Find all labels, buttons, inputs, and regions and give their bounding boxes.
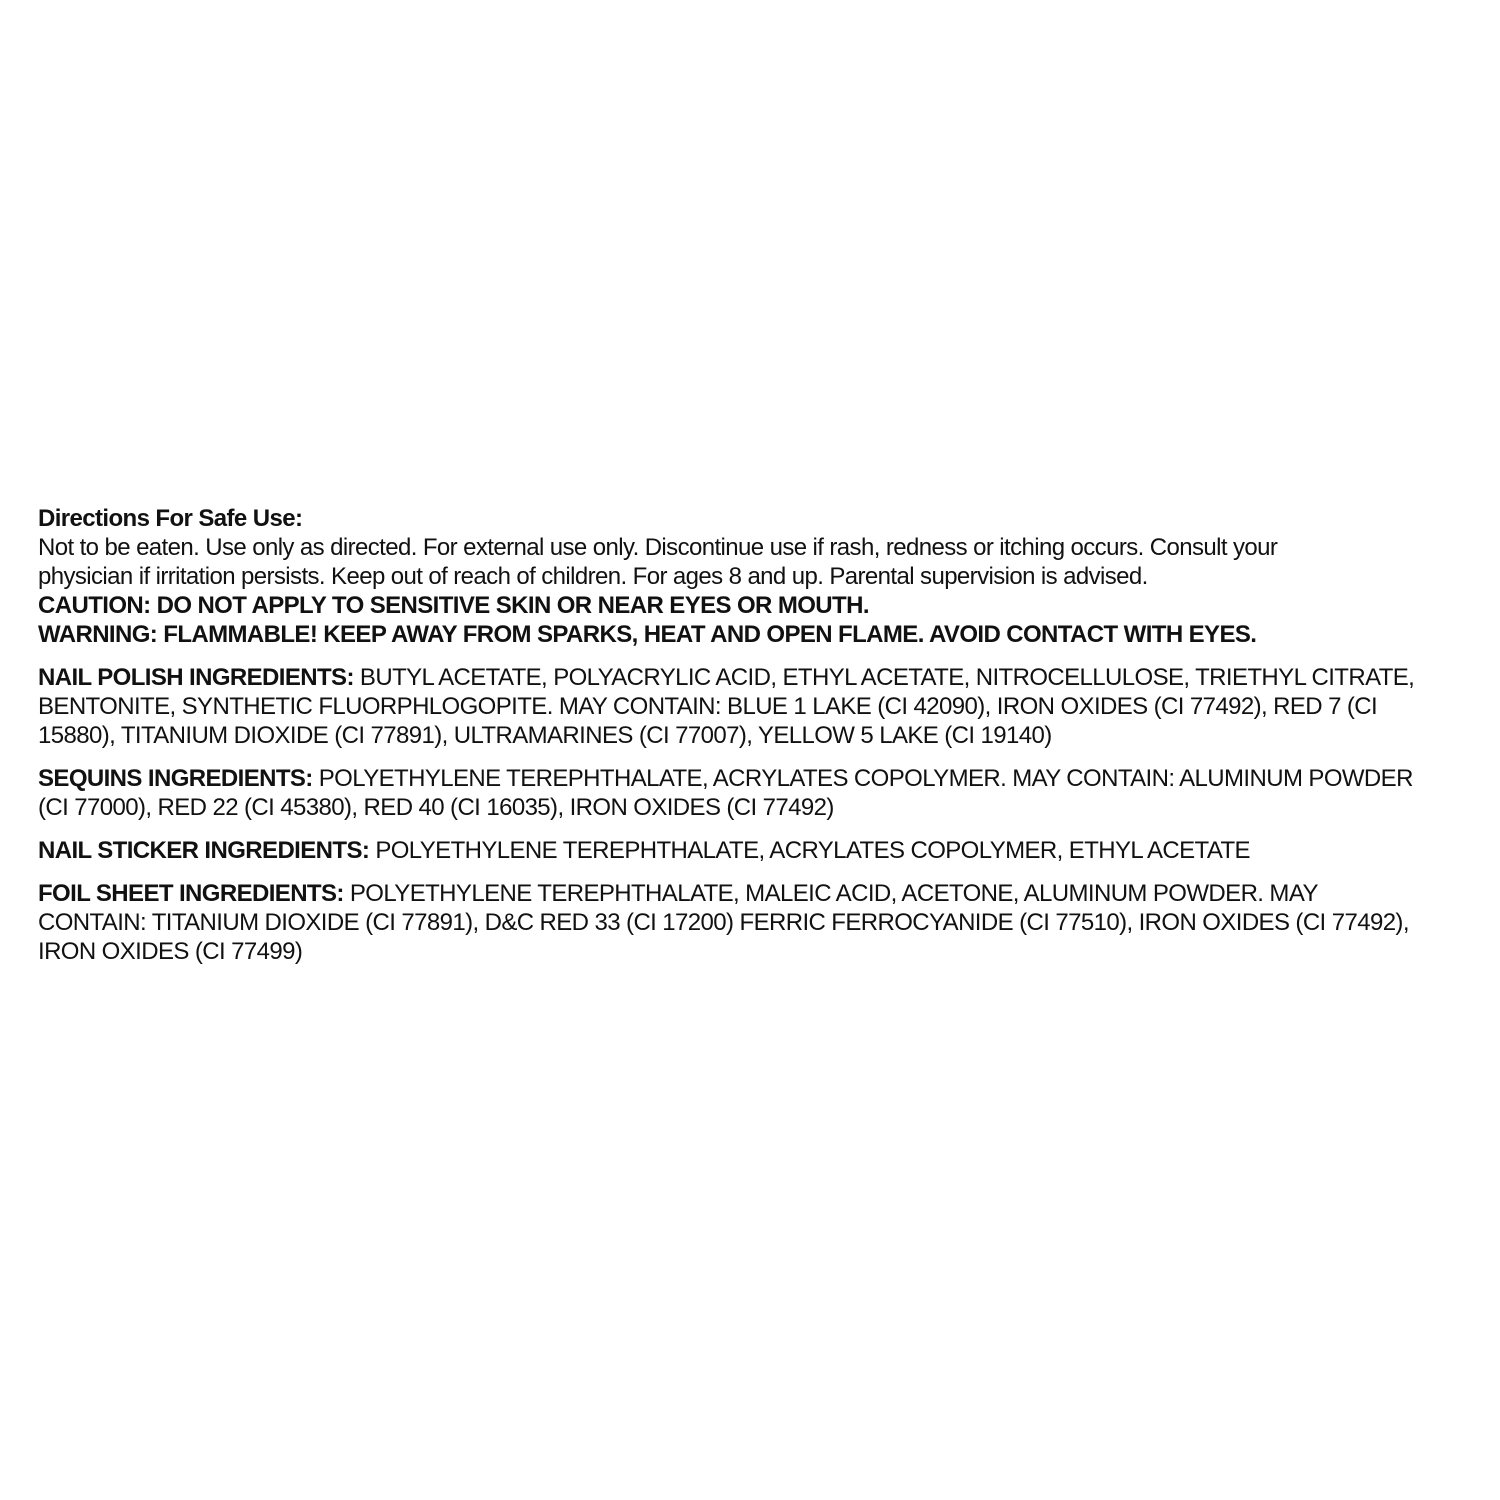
sequins-text-1: POLYETHYLENE TEREPHTHALATE, ACRYLATES COPOLYMER. MAY CONTAIN: ALUMINUM POWDER: [312, 765, 1413, 792]
warning-statement: WARNING: FLAMMABLE! KEEP AWAY FROM SPARKS, HEAT AND OPEN FLAME. AVOID CONTACT WITH EYES.: [38, 621, 1257, 648]
caution-statement: CAUTION: DO NOT APPLY TO SENSITIVE SKIN OR NEAR EYES OR MOUTH.: [38, 592, 869, 619]
nail-polish-text-1: BUTYL ACETATE, POLYACRYLIC ACID, ETHYL ACETATE, NITROCELLULOSE, TRIETHYL CITRATE,: [353, 664, 1415, 691]
nail-polish-line-1: [38, 663, 1478, 692]
sequins-label: SEQUINS INGREDIENTS:: [38, 765, 313, 792]
directions-line-1: Not to be eaten. Use only as directed. For external use only. Discontinue use if rash, redness or itching occurs. Consult your: [38, 534, 1278, 561]
sequins-line-2: (CI 77000), RED 22 (CI 45380), RED 40 (CI 16035), IRON OXIDES (CI 77492): [38, 794, 834, 821]
foil-sheet-line-2: CONTAIN: TITANIUM DIOXIDE (CI 77891), D&C RED 33 (CI 17200) FERRIC FERROCYANIDE (CI 77510), IRON OXIDES (CI 77492),: [38, 909, 1409, 936]
nail-sticker-label: NAIL STICKER INGREDIENTS:: [38, 837, 370, 864]
nail-polish-line-3: 15880), TITANIUM DIOXIDE (CI 77891), ULTRAMARINES (CI 77007), YELLOW 5 LAKE (CI 19140): [38, 722, 1052, 749]
nail-sticker-ingredients: [38, 836, 1478, 865]
nail-polish-label: NAIL POLISH INGREDIENTS:: [38, 664, 354, 691]
foil-sheet-line-1: [38, 879, 1478, 908]
sequins-ingredients: [38, 764, 1478, 822]
nail-polish-ingredients: [38, 663, 1478, 750]
nail-polish-line-2: BENTONITE, SYNTHETIC FLUORPHLOGOPITE. MAY CONTAIN: BLUE 1 LAKE (CI 42090), IRON OXIDES (CI 77492), RED 7 (CI: [38, 693, 1378, 720]
foil-sheet-line-3: IRON OXIDES (CI 77499): [38, 938, 303, 965]
nail-sticker-line-1: [38, 836, 1478, 865]
nail-sticker-text-1: POLYETHYLENE TEREPHTHALATE, ACRYLATES COPOLYMER, ETHYL ACETATE: [369, 837, 1250, 864]
product-label-text: [38, 504, 1478, 966]
directions-section: [38, 504, 1478, 649]
foil-sheet-text-1: POLYETHYLENE TEREPHTHALATE, MALEIC ACID, ACETONE, ALUMINUM POWDER. MAY: [343, 880, 1318, 907]
directions-line-2: physician if irritation persists. Keep out of reach of children. For ages 8 and up. Parental supervision is advised.: [38, 563, 1148, 590]
sequins-line-1: [38, 764, 1478, 793]
foil-sheet-label: FOIL SHEET INGREDIENTS:: [38, 880, 344, 907]
foil-sheet-ingredients: [38, 879, 1478, 966]
directions-heading: Directions For Safe Use:: [38, 505, 303, 532]
